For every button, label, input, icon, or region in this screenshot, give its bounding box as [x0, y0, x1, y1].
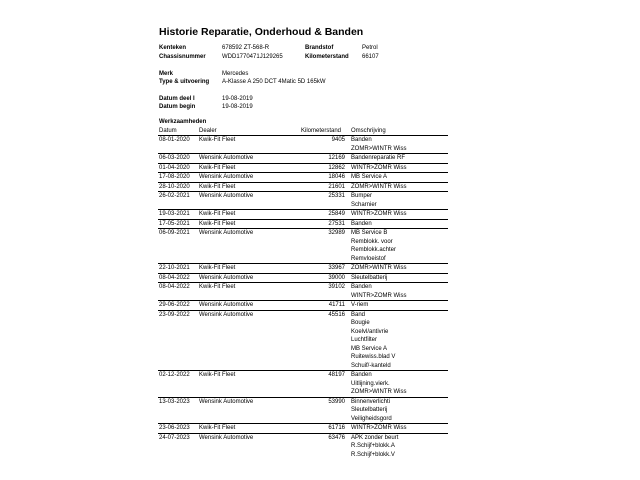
cell-km — [300, 238, 348, 247]
cell-date — [158, 292, 198, 301]
cell-date — [158, 255, 198, 264]
cell-date: 22-10-2021 — [158, 264, 198, 274]
kenteken-label: Kenteken — [159, 45, 187, 51]
cell-description: WINTR>ZOMR Wiss — [348, 424, 448, 434]
cell-dealer — [198, 328, 300, 337]
section-title: Werkzaamheden — [159, 119, 207, 125]
cell-km: 33967 — [300, 264, 348, 274]
cell-km — [300, 388, 348, 397]
cell-date: 17-08-2020 — [158, 173, 198, 183]
table-row — [158, 424, 448, 434]
cell-km: 41711 — [300, 301, 348, 311]
cell-description: ZOMR>WINTR Wiss — [351, 389, 407, 395]
table-row-continuation — [158, 345, 448, 354]
merk-label: Merk — [159, 71, 174, 77]
cell-date — [158, 442, 198, 451]
table-header-row — [158, 127, 448, 136]
table-row-continuation — [158, 145, 448, 154]
cell-date: 08-01-2020 — [159, 137, 190, 143]
cell-km: 32989 — [300, 229, 348, 238]
cell-description: Sleutelbatterij — [351, 407, 388, 413]
table-row-continuation — [158, 353, 448, 362]
cell-description: Banden — [348, 283, 448, 292]
cell-description: MB Service B — [348, 229, 448, 238]
cell-date: 24-07-2023 — [158, 433, 198, 442]
type-value: A-Klasse A 250 DCT 4Matic 5D 165kW — [222, 79, 326, 85]
cell-date: 23-09-2022 — [158, 310, 198, 319]
cell-date — [158, 406, 198, 415]
cell-date: 13-03-2023 — [158, 397, 198, 406]
datum-begin-value: 19-08-2019 — [222, 104, 253, 110]
cell-description: Bougie — [351, 320, 370, 326]
cell-description: Remblokk.achter — [351, 247, 397, 253]
cell-description: V-riem — [348, 301, 448, 311]
cell-description: ZOMR>WINTR Wiss — [348, 182, 448, 192]
cell-dealer: Kwik-Fit Fleet — [198, 210, 300, 220]
cell-description: WINTR>ZOMR Wiss — [351, 292, 407, 299]
cell-dealer — [198, 336, 300, 345]
cell-date: 06-03-2020 — [158, 154, 198, 164]
cell-description: Banden — [348, 371, 448, 380]
cell-date — [158, 353, 198, 362]
cell-dealer: Kwik-Fit Fleet — [199, 137, 236, 143]
table-row — [158, 433, 448, 442]
cell-description: Remblokk. voor — [351, 238, 393, 245]
kenteken-value: 678592 ZT-568-R — [222, 45, 270, 51]
cell-dealer: Kwik-Fit Fleet — [198, 219, 300, 229]
cell-date: 19-03-2021 — [158, 210, 198, 220]
cell-dealer — [198, 415, 300, 424]
table-row-continuation — [158, 451, 448, 460]
table-row — [158, 264, 448, 274]
cell-km: 18046 — [300, 173, 348, 183]
table-row — [158, 273, 448, 283]
cell-km — [300, 336, 348, 345]
cell-dealer: Wensink Automotive — [198, 229, 300, 238]
cell-date: 26-02-2021 — [158, 192, 198, 201]
cell-dealer: Wensink Automotive — [198, 433, 300, 442]
cell-dealer — [198, 292, 300, 301]
cell-date — [158, 336, 198, 345]
cell-km: 9405 — [331, 137, 345, 143]
table-row — [158, 283, 448, 292]
cell-km: 63476 — [300, 433, 348, 442]
cell-description: R.Schijf+blokk.V — [351, 451, 395, 458]
cell-dealer: Wensink Automotive — [198, 301, 300, 311]
chassisnummer-value: WDD1770471J129265 — [222, 54, 283, 60]
table-row-continuation — [158, 336, 448, 345]
cell-description: Binnenverlichti — [348, 397, 448, 406]
table-row — [158, 229, 448, 238]
cell-km — [300, 145, 348, 154]
table-row-continuation — [158, 362, 448, 371]
table-row-continuation — [158, 415, 448, 424]
cell-description: APK zonder beurt — [348, 433, 448, 442]
cell-dealer — [198, 451, 300, 460]
cell-km: 39000 — [300, 273, 348, 283]
cell-date: 02-12-2022 — [158, 371, 198, 380]
kilometerstand-value: 66107 — [362, 54, 379, 60]
cell-date — [158, 328, 198, 337]
cell-dealer: Kwik-Fit Fleet — [198, 182, 300, 192]
cell-dealer — [198, 255, 300, 264]
cell-dealer — [198, 353, 300, 362]
table-row-continuation — [158, 388, 448, 397]
table-row — [158, 310, 448, 319]
cell-description: MB Service A — [351, 345, 388, 352]
column-header-kilometerstand: Kilometerstand — [300, 127, 348, 136]
table-row — [158, 371, 448, 380]
chassisnummer-label: Chassisnummer — [159, 54, 206, 60]
table-row-continuation — [158, 319, 448, 328]
type-label: Type & uitvoering — [159, 79, 210, 85]
cell-km: 12169 — [300, 154, 348, 164]
cell-km — [300, 246, 348, 255]
cell-km: 12862 — [300, 163, 348, 173]
cell-date: 17-05-2021 — [158, 219, 198, 229]
cell-description: Banden — [348, 219, 448, 229]
cell-km: 61716 — [300, 424, 348, 434]
cell-description: Remvloeistof — [351, 255, 386, 262]
cell-date: 06-09-2021 — [158, 229, 198, 238]
column-header-dealer: Dealer — [198, 127, 300, 136]
table-row — [158, 136, 448, 145]
cell-km: 48197 — [300, 371, 348, 380]
cell-description: ZOMR>WINTR Wiss — [348, 264, 448, 274]
cell-dealer — [198, 238, 300, 247]
cell-dealer: Wensink Automotive — [198, 173, 300, 183]
table-row-continuation — [158, 201, 448, 210]
cell-km: 21601 — [300, 182, 348, 192]
cell-km — [300, 406, 348, 415]
cell-date — [158, 145, 198, 154]
cell-km — [300, 380, 348, 389]
cell-description: Banden — [351, 137, 372, 143]
table-row — [158, 397, 448, 406]
brandstof-value: Petrol — [362, 45, 378, 51]
cell-date — [158, 201, 198, 210]
cell-km — [300, 442, 348, 451]
cell-dealer: Kwik-Fit Fleet — [198, 371, 300, 380]
cell-dealer: Wensink Automotive — [198, 192, 300, 201]
table-row — [158, 154, 448, 164]
cell-dealer — [198, 442, 300, 451]
cell-dealer — [198, 319, 300, 328]
cell-date: 29-06-2022 — [158, 301, 198, 311]
cell-date — [158, 388, 198, 397]
cell-km: 25849 — [300, 210, 348, 220]
cell-dealer: Wensink Automotive — [198, 397, 300, 406]
cell-dealer: Wensink Automotive — [198, 273, 300, 283]
table-row-continuation — [158, 328, 448, 337]
column-header-omschrijving: Omschrijving — [348, 127, 448, 136]
column-header-datum: Datum — [158, 127, 198, 136]
cell-dealer: Kwik-Fit Fleet — [198, 163, 300, 173]
cell-description: Veiligheidsgord — [351, 415, 392, 422]
cell-dealer — [198, 380, 300, 389]
cell-description: Luchtfilter — [351, 337, 378, 343]
cell-km — [300, 345, 348, 354]
cell-date — [158, 319, 198, 328]
cell-description: Scharnier — [351, 201, 377, 208]
cell-km — [300, 328, 348, 337]
cell-date — [158, 380, 198, 389]
cell-date: 23-06-2023 — [158, 424, 198, 434]
cell-description: Uitlijning.vierk. — [351, 380, 390, 387]
cell-description: Bandenreparatie RF — [348, 154, 448, 164]
cell-date — [158, 415, 198, 424]
cell-dealer — [198, 201, 300, 210]
cell-km: 45516 — [300, 310, 348, 319]
table-row — [158, 173, 448, 183]
cell-date — [158, 246, 198, 255]
cell-description: Sleutelbatterij — [348, 273, 448, 283]
work-history-table — [158, 127, 448, 459]
cell-km — [300, 292, 348, 301]
table-row-continuation — [158, 238, 448, 247]
cell-description: R.Schijf+blokk.A — [351, 443, 395, 449]
cell-km — [300, 353, 348, 362]
cell-dealer: Kwik-Fit Fleet — [198, 424, 300, 434]
cell-km — [300, 451, 348, 460]
table-row-continuation — [158, 255, 448, 264]
datum-deel1-value: 19-08-2019 — [222, 96, 253, 102]
cell-date — [158, 451, 198, 460]
page-title: Historie Reparatie, Onderhoud & Banden — [159, 26, 364, 38]
datum-begin-label: Datum begin — [159, 104, 196, 110]
cell-dealer — [198, 246, 300, 255]
cell-km: 53990 — [300, 397, 348, 406]
cell-km: 27531 — [300, 219, 348, 229]
cell-date — [158, 362, 198, 371]
cell-description: WINTR>ZOMR Wiss — [348, 163, 448, 173]
cell-dealer: Kwik-Fit Fleet — [198, 283, 300, 292]
cell-description: Band — [348, 310, 448, 319]
cell-dealer: Wensink Automotive — [198, 154, 300, 164]
table-row — [158, 192, 448, 201]
table-row-continuation — [158, 406, 448, 415]
cell-description: Koelvl/antivrie — [351, 328, 389, 335]
cell-date: 01-04-2020 — [158, 163, 198, 173]
kilometerstand-label: Kilometerstand — [305, 54, 349, 60]
cell-date: 08-04-2022 — [158, 273, 198, 283]
table-row — [158, 182, 448, 192]
cell-dealer: Wensink Automotive — [198, 310, 300, 319]
table-row-continuation — [158, 380, 448, 389]
brandstof-label: Brandstof — [305, 45, 334, 51]
cell-description: MB Service A — [348, 173, 448, 183]
cell-km — [300, 415, 348, 424]
cell-dealer — [198, 388, 300, 397]
cell-dealer — [198, 145, 300, 154]
table-row — [158, 163, 448, 173]
datum-deel1-label: Datum deel I — [159, 96, 195, 102]
cell-date — [158, 345, 198, 354]
cell-dealer — [198, 345, 300, 354]
cell-description: WINTR>ZOMR Wiss — [348, 210, 448, 220]
table-row — [158, 219, 448, 229]
table-row-continuation — [158, 292, 448, 301]
cell-dealer — [198, 406, 300, 415]
cell-km: 39102 — [300, 283, 348, 292]
table-row — [158, 210, 448, 220]
cell-date: 28-10-2020 — [158, 182, 198, 192]
cell-dealer — [198, 362, 300, 371]
cell-dealer: Kwik-Fit Fleet — [198, 264, 300, 274]
table-row — [158, 301, 448, 311]
table-row-continuation — [158, 246, 448, 255]
cell-km — [300, 201, 348, 210]
table-row-continuation — [158, 442, 448, 451]
cell-date: 08-04-2022 — [158, 283, 198, 292]
cell-date — [158, 238, 198, 247]
cell-km — [300, 362, 348, 371]
cell-description: Ruitewiss.blad V — [351, 354, 396, 360]
merk-value: Mercedes — [222, 71, 249, 77]
cell-description: Schuif/-kanteld — [351, 362, 391, 369]
cell-km — [300, 255, 348, 264]
cell-km — [300, 319, 348, 328]
cell-description: Bumper — [348, 192, 448, 201]
cell-description: ZOMR>WINTR Wiss — [351, 145, 407, 152]
cell-km: 25331 — [300, 192, 348, 201]
